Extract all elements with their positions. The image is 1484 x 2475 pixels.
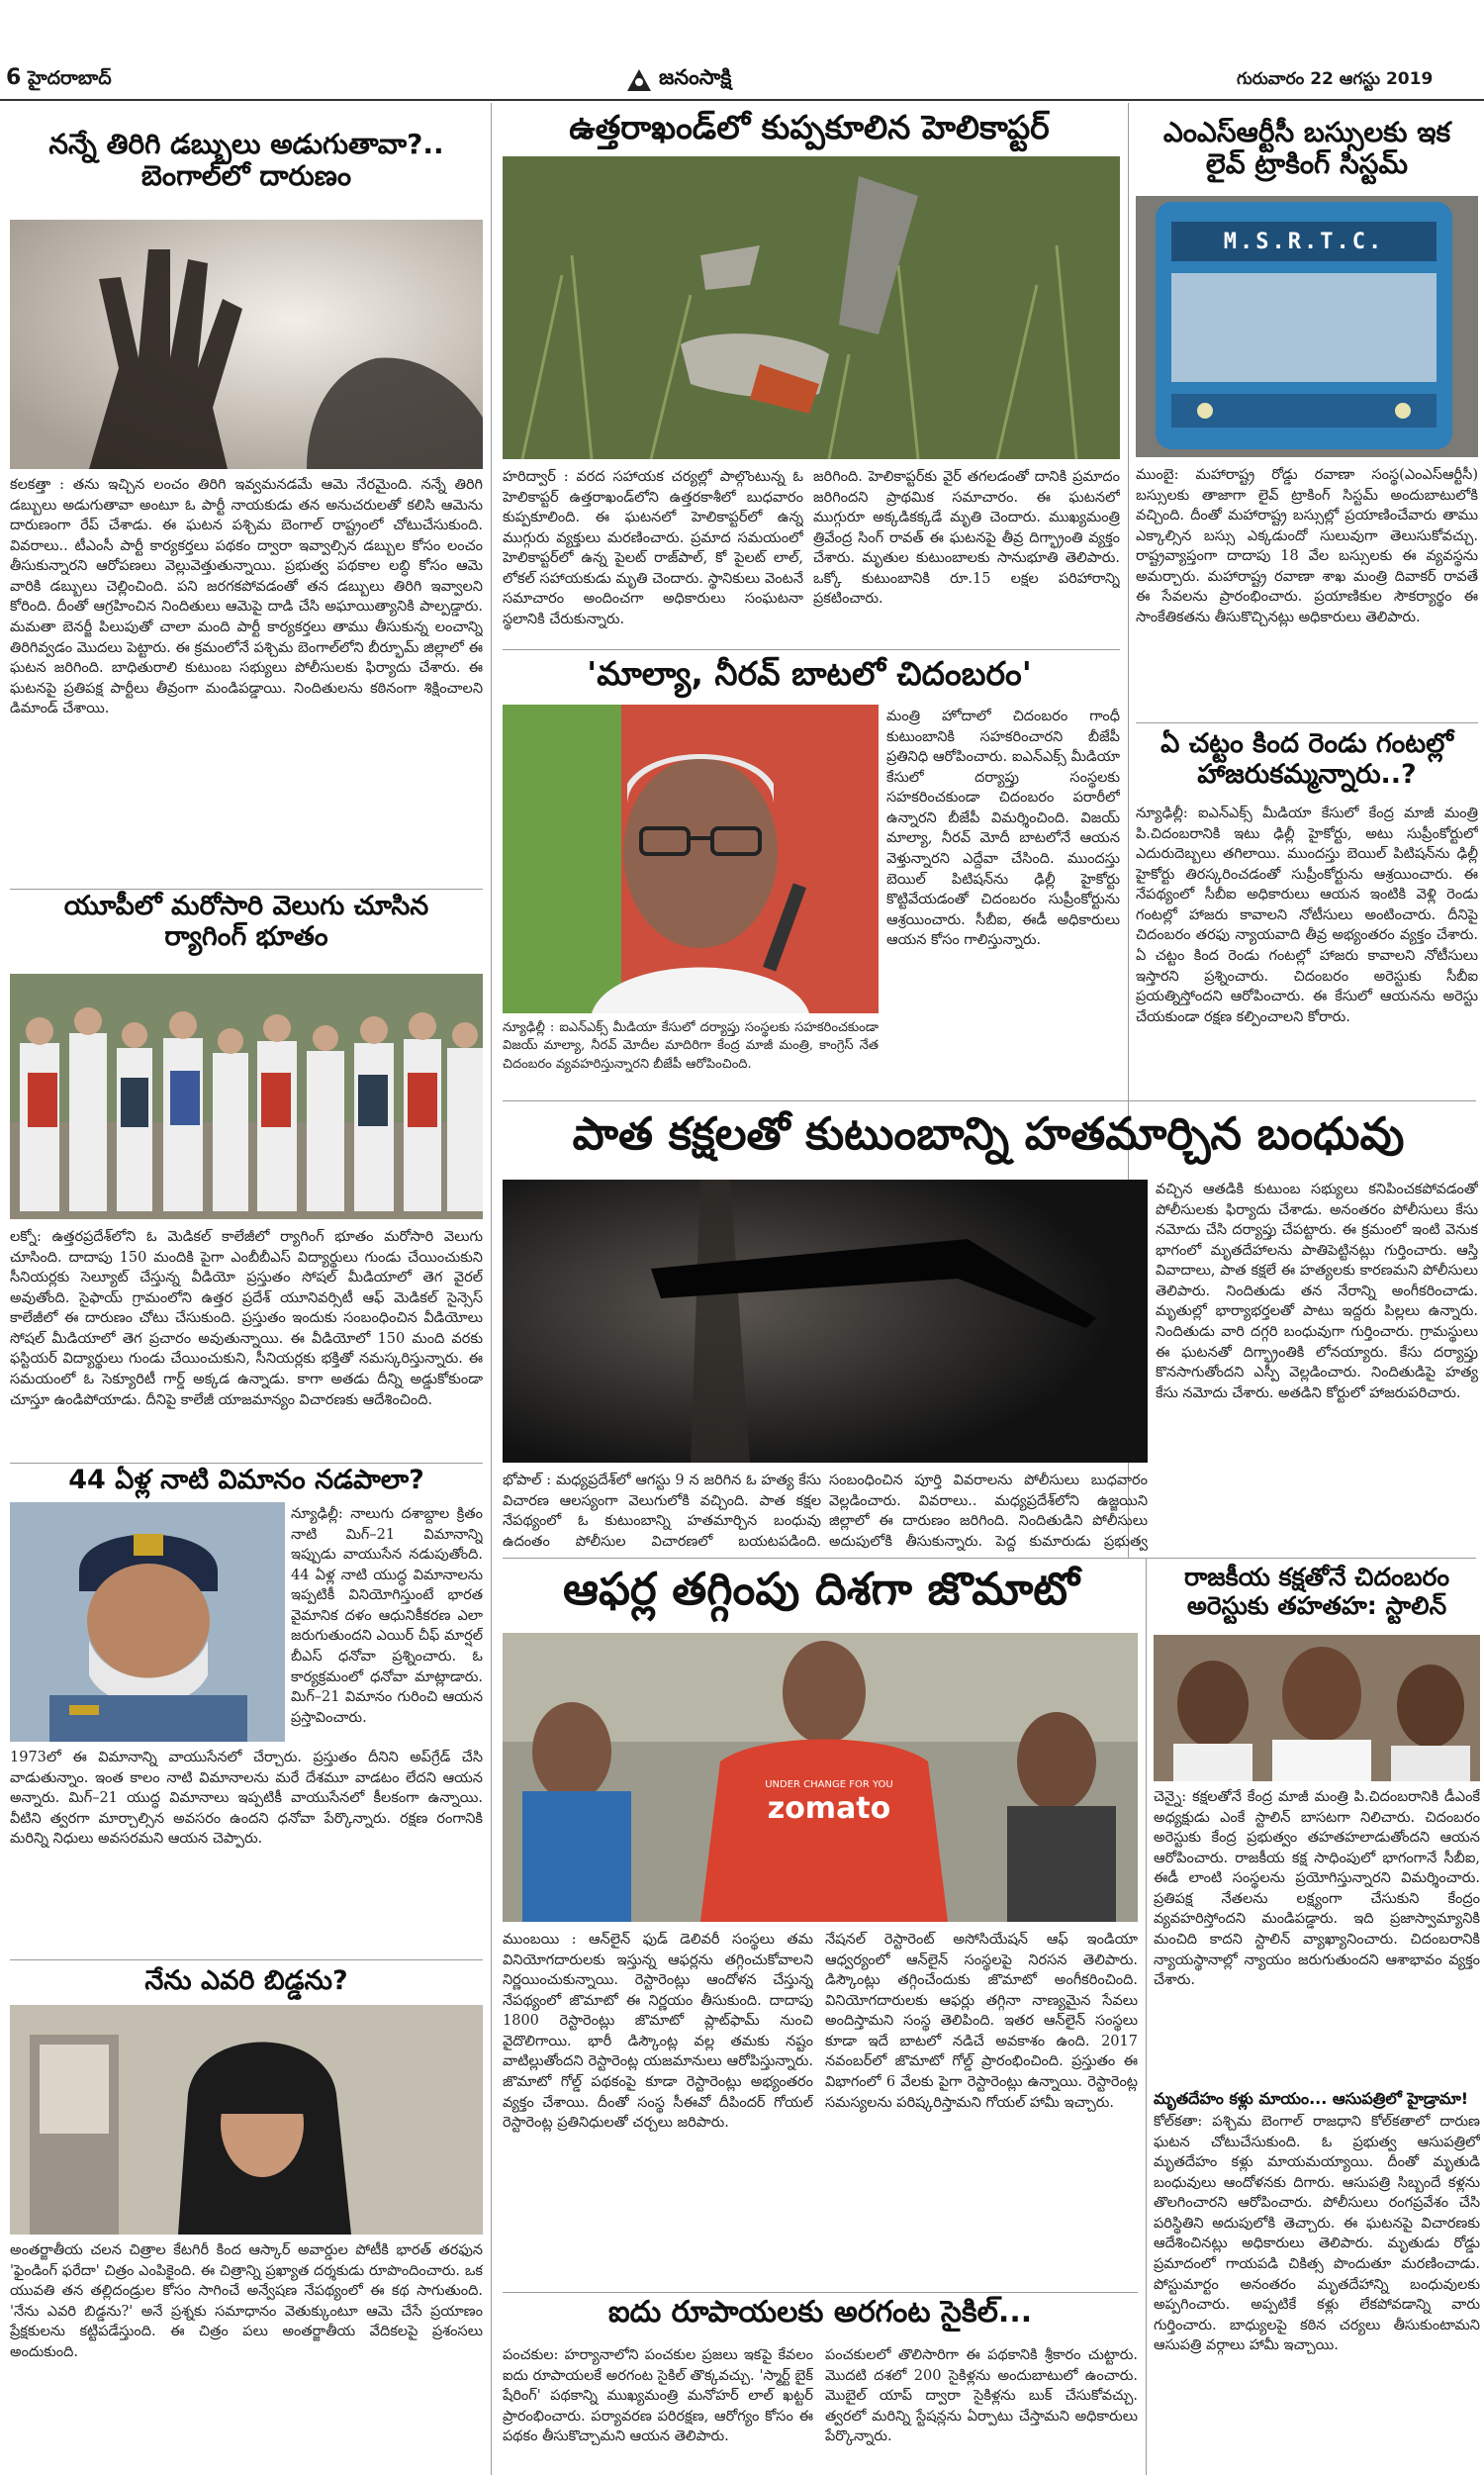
headline-msrtc-line2: లైవ్‌ ట్రాకింగ్‌ సిస్టమ్‌ [1205,147,1409,181]
story-divider [10,1959,483,1960]
photo-film-still [10,2005,483,2235]
logo-mark-icon [625,67,653,93]
story-cycle-body-right: పంచకులలో తొలిసారిగా ఈ పథకానికి శ్రీకారం చుట్టారు. మొదటి దశలో 200 సైకిళ్లను అందుబాటులో ఉంచారు. మొబైల్‌ యాప్‌ ద్వారా సైకిళ్లను బుక్‌ చేసుకోవచ్చు. త్వరలో మరిన్ని స్టేషన్లను ఏర్పాటు చేస్తామని అధికారులు పేర్కొన్నారు. [825,2347,1138,2445]
issue-date: గురువారం 22 ఆగస్టు 2019 [1237,69,1434,89]
story-divider [503,2292,1138,2293]
story-zomato-body-left: ముంబయి : ఆన్‌లైన్‌ ఫుడ్‌ డెలివరీ సంస్థలు తమ వినియోగదారులకు ఇస్తున్న ఆఫర్లను తగ్గించుకోవాలని నిర్ణయించుకున్నాయి. రెస్టారెంట్లు ఆందోళన చేస్తున్న నేపథ్యంలో జొమాటో ఈ నిర్ణయం తీసుకుంది. దాదాపు 1800 రెస్టారెంట్లు జొమాటో ప్లాట్‌ఫామ్‌ నుంచి వైదొలిగాయి. భారీ డిస్కౌంట్ల వల్ల తమకు నష్టం వాటిల్లుతోందని రెస్టారెంట్ల యజమానులు ఆరోపిస్తున్నారు. జొమాటో గోల్డ్‌ పథకంపై కూడా రెస్టారెంట్లు అభ్యంతరం వ్యక్తం చేశాయి. దీంతో సంస్థ సీఈవో దీపిందర్‌ గోయల్‌ రెస్టారెంట్ల ప్రతినిధులతో చర్చలు జరిపారు. [503,1932,813,2132]
story-divider [1136,722,1478,723]
story-cycle-body-left: పంచకుల: హర్యానాలోని పంచకుల ప్రజలు ఇకపై కేవలం ఐదు రూపాయలకే అరగంట సైకిల్‌ తొక్కవచ్చు. 'స్మార్ట్‌ బైక్‌ షేరింగ్‌' పథకాన్ని ముఖ్యమంత్రి మనోహర్‌ లాల్‌ ఖట్టర్‌ ప్రారంభించారు. పర్యావరణ పరిరక్షణ, ఆరోగ్యం కోసం ఈ పథకం తీసుకొచ్చామని ఆయన తెలిపారు. [503,2347,813,2445]
headline-chidambaram: 'మాల్యా, నీరవ్‌ బాటలో చిదంబరం' [587,654,1032,693]
headline-helicopter: ఉత్తరాఖండ్‌లో కుప్పకూలిన హెలికాప్టర్‌ [569,108,1050,146]
photo-chidambaram-caption: న్యూఢిల్లీ : ఐఎన్‌ఎక్స్‌ మీడియా కేసులో దర్యాప్తు సంస్థలకు సహకరించకుండా విజయ్‌ మాల్యా, నీరవ్‌ మోదీల మాదిరిగా కేంద్ర మాజీ మంత్రి, కాంగ్రెస్‌ నేత చిదంబరం వ్యవహరిస్తున్నారని బీజేపీ ఆరోపించింది. [503,1020,879,1072]
headline-stalin [1154,1564,1480,1621]
bus-destination-sign: M.S.R.T.C. [1223,230,1385,254]
story-ragging-body: లక్నో: ఉత్తరప్రదేశ్‌లోని ఓ మెడికల్‌ కాలేజీలో ర్యాగింగ్‌ భూతం మరోసారి వెలుగు చూసింది. దాదాపు 150 మందికి పైగా ఎంబీబీఎస్‌ విద్యార్థులు గుండు చేయించుకుని సీనియర్లకు సెల్యూట్‌ చేస్తున్న వీడియో ప్రస్తుతం సోషల్‌ మీడియాలో తెగ వైరల్‌ అవుతోంది. సైఫాయ్‌ గ్రామంలోని ఉత్తర ప్రదేశ్‌ యూనివర్సిటీ ఆఫ్‌ మెడికల్‌ సైన్సెస్‌ కాలేజీలో ఈ దారుణం చోటు చేసుకుంది. ప్రస్తుతం ఇందుకు సంబంధించిన వీడియోలు సోషల్‌ మీడియాలో తెగ ప్రచారం అవుతున్నాయి. ఈ వీడియోలో 150 మంది వరకు ఫస్టియర్‌ విద్యార్థులు గుండు చేయించుకుని, సీనియర్లకు భక్తితో నమస్కరిస్తున్నారు. ఈ సమయంలో ఓ సెక్యూరిటీ గార్డ్‌ అక్కడ ఉన్నాడు. కాగా అతడు దీన్ని అడ్డుకోకుండా చూస్తూ ఉండిపోయాడు. దీనిపై కాలేజీ యాజమాన్యం విచారణకు ఆదేశించింది. [10,1229,483,1408]
story-whose-child-body: అంతర్జాతీయ చలన చిత్రాల కేటగిరీ కింద ఆస్కార్‌ అవార్డుల పోటీకి భారత్‌ తరఫున 'ఫైండింగ్‌ ఫరేదా' చిత్రం ఎంపికైంది. ఈ చిత్రాన్ని ప్రఖ్యాత దర్శకుడు రూపొందించారు. ఒక యువతి తన తల్లిదండ్రుల కోసం సాగించే అన్వేషణ నేపథ్యంలో ఈ కథ సాగుతుంది. 'నేను ఎవరి బిడ్డను?' అనే ప్రశ్నకు సమాధానం వెతుక్కుంటూ ఆమె చేసే ప్రయాణం ప్రేక్షకులను కట్టిపడేస్తుంది. ఈ చిత్రం పలు అంతర్జాతీయ వేదికలపై ప్రశంసలు అందుకుంది. [10,2242,483,2360]
headline-cycle: ఐదు రూపాయలకు అరగంట సైకిల్‌... [607,2295,1033,2330]
edition-label: హైదరాబాద్ [28,67,112,89]
story-zomato-body-right: నేషనల్‌ రెస్టారెంట్‌ అసోసియేషన్‌ ఆఫ్‌ ఇండియా ఆధ్వర్యంలో ఆన్‌లైన్‌ సంస్థలపై నిరసన తెలిపారు. డిస్కౌంట్లు తగ్గించేందుకు జొమాటో అంగీకరించింది. వినియోగదారులకు ఆఫర్లు తగ్గినా నాణ్యమైన సేవలు అందిస్తామని సంస్థ తెలిపింది. ఇతర ఆన్‌లైన్‌ సంస్థలు కూడా ఇదే బాటలో నడిచే అవకాశం ఉంది. 2017 నవంబర్‌లో జొమాటో గోల్డ్‌ ప్రారంభించింది. ప్రస్తుతం ఈ విభాగంలో 6 వేలకు పైగా రెస్టారెంట్లు ఉన్నాయి. రెస్టారెంట్ల సమస్యలను పరిష్కరిస్తామని గోయల్‌ హామీ ఇచ్చారు. [825,1932,1138,2111]
story-mig21-body-bottom: 1973లో ఈ విమానాన్ని వాయుసేనలో చేర్చారు. ప్రస్తుతం దీనిని అప్‌గ్రేడ్‌ చేసి వాడుతున్నాం. ఇంత కాలం నాటి విమానాలను మరే దేశమూ వాడటం లేదని ఆయన అన్నారు. మిగ్‌–21 యుద్ధ విమానాలు ఇప్పటికీ వాయుసేనలో కీలకంగా ఉన్నాయి. వీటిని త్వరగా మార్చాల్సిన అవసరం ఉందని ధనోవా పేర్కొన్నారు. రక్షణ రంగానికి మరిన్ని నిధులు అవసరమని ఆయన చెప్పారు. [10,1750,483,1848]
headline-ragging [10,891,483,952]
photo-chidambaram [503,705,879,1013]
story-divider [503,1100,1476,1101]
story-two-hours-body: న్యూఢిల్లీ: ఐఎన్‌ఎక్స్‌ మీడియా కేసులో కేంద్ర మాజీ మంత్రి పి.చిదంబరానికి ఇటు ఢిల్లీ హైకోర్టు, అటు సుప్రీంకోర్టులో ఎదురుదెబ్బలు తగిలాయి. ముందస్తు బెయిల్‌ పిటిషన్‌ను ఢిల్లీ హైకోర్టు తిరస్కరించడంతో సుప్రీంకోర్టును ఆశ్రయించారు. ఈ నేపథ్యంలో సీబీఐ అధికారులు ఆయన ఇంటికి వెళ్లి రెండు గంటల్లో హాజరు కావాలని నోటీసులు అంటించారు. దీనిపై చిదంబరం తరఫు న్యాయవాది తీవ్ర అభ్యంతరం వ్యక్తం చేశారు. ఏ చట్టం కింద రెండు గంటల్లో హాజరు కావాలని నోటీసులు ఇస్తారని ప్రశ్నించారు. చిదంబరం అరెస్టుకు సీబీఐ ప్రయత్నిస్తోందని ఆరోపించారు. ఈ కేసులో ఆయనను అరెస్టు చేయకుండా రక్షణ కల్పించాలని కోరారు. [1136,806,1478,1025]
headline-two-hours-line1: ఏ చట్టం కింద రెండు గంటల్లో [1160,728,1453,759]
story-murder-side: వచ్చిన ఆతడికి కుటుంబ సభ్యులు కనిపించకపోవడంతో పోలీసులకు ఫిర్యాదు చేశాడు. అనంతరం పోలీసులు కేసు నమోదు చేసి దర్యాప్తు చేపట్టారు. ఈ క్రమంలో ఇంటి వెనుక భాగంలో మృతదేహాలను పాతిపెట్టినట్లు గుర్తించారు. ఆస్తి వివాదాలు, పాత కక్షలే ఈ హత్యలకు కారణమని పోలీసులు తెలిపారు. నిందితుడు తన నేరాన్ని అంగీకరించాడు. మృతుల్లో భార్యాభర్తలతో పాటు ఇద్దరు పిల్లలు ఉన్నారు. నిందితుడు వారి దగ్గరి బంధువుగా గుర్తించారు. గ్రామస్థులు ఈ ఘటనతో దిగ్భ్రాంతికి లోనయ్యారు. కేసు దర్యాప్తు కొనసాగుతోందని ఎస్పీ వెల్లడించారు. నిందితుడిపై హత్య కేసు నమోదు చేశారు. అతడిని కోర్టులో హాజరుపరిచారు. [1156,1182,1478,1401]
story-bengal-body: కలకత్తా : తను ఇచ్చిన లంచం తిరిగి ఇవ్వమనడమే ఆమె నేరమైంది. నన్నే తిరిగి డబ్బులు అడుగుతావా అంటూ ఓ పార్టీ నాయకుడు తన అనుచరులతో కలిసి ఆమెను దారుణంగా రేప్‌ చేశాడు. ఈ ఘటన పశ్చిమ బెంగాల్‌ రాష్ట్రంలో చోటుచేసుకుంది. వివరాలు.. టీఎంసీ పార్టీ కార్యకర్తలు పథకం ద్వారా ఇవ్వాల్సిన డబ్బుల కోసం లంచం తీసుకున్నారని ఆరోపణలు వెల్లువెత్తుతున్నాయి. ప్రభుత్వ పథకాల లబ్ధి కోసం ఆమె వారికి డబ్బులు చెల్లించింది. పని జరగకపోవడంతో తన డబ్బులు తిరిగి ఇవ్వాలని కోరింది. దీంతో ఆగ్రహించిన నిందితులు ఆమెపై దాడి చేసి అఘాయిత్యానికి పాల్పడ్డారు. మమతా బెనర్జీ పిలుపుతో చాలా మంది పార్టీ కార్యకర్తలు తాము తీసుకున్న లంచాన్ని తిరిగివ్వడం మొదలు పెట్టారు. ఈ క్రమంలోనే పశ్చిమ బెంగాల్‌లోని బీర్భూమ్‌ జిల్లాలో ఈ ఘటన జరిగింది. బాధితురాలి కుటుంబ సభ్యులు పోలీసులకు ఫిర్యాదు చేశారు. ఈ ఘటనపై ప్రతిపక్ష పార్టీలు తీవ్రంగా మండిపడ్డాయి. నిందితులను కఠినంగా శిక్షించాలని డిమాండ్‌ చేశాయి. [10,477,483,717]
story-helicopter-body-a: హరిద్వార్‌ : వరద సహాయక చర్యల్లో పాల్గొంటున్న ఓ హెలికాప్టర్‌ ఉత్తరాఖండ్‌లోని ఉత్తరకాశీలో బుధవారం కుప్పకూలింది. ఈ ఘటనలో హెలికాప్టర్‌లో ఉన్న ముగ్గురు వ్యక్తులు మరణించారు. ప్రమాద సమయంలో హెలికాప్టర్‌లో ఉన్న పైలట్‌ రాజ్‌పాల్‌, కో పైలట్‌ లాల్‌, లోకల్‌ సహాయకుడు మృతి చెందారు. స్థానికులు వెంటనే సమాచారం అందించగా అధికారులు సంఘటనా స్థలానికి చేరుకున్నారు. [503,469,803,628]
photo-ragging-students [10,974,483,1219]
zomato-image [503,1633,1138,1922]
headline-eyes-missing: మృతదేహం కళ్లు మాయం... ఆసుపత్రిలో హైడ్రామా! [1154,2089,1469,2108]
story-divider [503,1558,1476,1559]
photo-zomato-delivery [503,1633,1138,1922]
headline-ragging-line2: ర్యాగింగ్‌ భూతం [164,921,328,953]
page-number: 6 [6,65,22,90]
photo-air-chief [10,1502,285,1742]
headline-stalin-line1: రాజకీయ కక్షతోనే చిదంబరం [1183,1563,1450,1591]
headline-ragging-line1: యూపీలో మరోసారి వెలుగు చూసిన [63,891,429,921]
film-still-image [10,2005,483,2235]
headline-msrtc-line1: ఎంఎస్‌ఆర్టీసీ బస్సులకు ఇక [1162,116,1451,148]
zomato-tshirt-brand: zomato [767,1791,891,1826]
story-murder-body-left: భోపాల్‌ : మధ్యప్రదేశ్‌లో ఆగస్టు 9 న జరిగిన ఓ హత్య కేసు విచారణ ఆలస్యంగా వెలుగులోకి వచ్చింది. పాత కక్షల నేపథ్యంలో ఓ కుటుంబాన్ని హతమార్చిన బంధువు ఉదంతం పోలీసుల విచారణలో బయటపడింది. [503,1473,821,1550]
masthead-rule [0,99,1484,101]
chidambaram-image [503,705,879,1013]
headline-two-hours [1136,728,1478,790]
photo-helicopter-wreck [503,156,1120,459]
hand-shadow-image [10,220,483,469]
headline-family-murder: పాత కక్షలతో కుటుంబాన్ని హతమార్చిన బంధువు [572,1107,1405,1160]
story-chidambaram-body: మంత్రి హోదాలో చిదంబరం గాంధీ కుటుంబానికి సహకరించారని బీజేపీ ప్రతినిధి ఆరోపించారు. ఐఎన్‌ఎక్స్‌ మీడియా కేసులో దర్యాప్తు సంస్థలకు సహకరించకుండా చిదంబరం పరారీలో ఉన్నారని బీజేపీ విమర్శించింది. విజయ్‌ మాల్యా, నీరవ్‌ మోదీ బాటలోనే ఆయన వెళ్తున్నారని ఎద్దేవా చేసింది. ముందస్తు బెయిల్‌ పిటిషన్‌ను ఢిల్లీ హైకోర్టు కొట్టివేయడంతో చిదంబరం సుప్రీంకోర్టును ఆశ్రయించారు. సీబీఐ, ఈడీ అధికారులు ఆయన కోసం గాలిస్తున్నారు. [886,709,1120,949]
photo-stalin [1154,1635,1480,1781]
knife-image [503,1180,1148,1463]
column-rule-left [491,103,492,2475]
photo-knife [503,1180,1148,1463]
students-image [10,974,483,1219]
headline-stalin-line2: అరెస్టుకు తహతహ: స్టాలిన్‌ [1186,1590,1447,1620]
story-stalin-body: చెన్నై: కక్షలతోనే కేంద్ర మాజీ మంత్రి పి.చిదంబరానికి డీఎంకే అధ్యక్షుడు ఎంకే స్టాలిన్‌ బాసటగా నిలిచారు. చిదంబరం అరెస్టుకు కేంద్ర ప్రభుత్వం తహతహలాడుతోందని ఆయన ఆరోపించారు. రాజకీయ కక్ష సాధింపులో భాగంగానే సీబీఐ, ఈడీ లాంటి సంస్థలను ప్రయోగిస్తున్నారని విమర్శించారు. ప్రతిపక్ష నేతలను లక్ష్యంగా చేసుకుని కేంద్రం వ్యవహరిస్తోందని మండిపడ్డారు. ఇది ప్రజాస్వామ్యానికి మంచిది కాదని స్టాలిన్‌ వ్యాఖ్యానించారు. చిదంబరానికి న్యాయస్థానాల్లో న్యాయం జరుగుతుందని ఆశాభావం వ్యక్తం చేశారు. [1154,1789,1480,1989]
logo-text: జనంసాక్షి [659,65,732,89]
photo-msrtc-bus [1136,196,1478,457]
headline-msrtc [1136,117,1478,180]
story-mig21-body-top: న్యూఢిల్లీ: నాలుగు దశాబ్దాల క్రితం నాటి మిగ్‌–21 విమానాన్ని ఇప్పుడు వాయుసేన నడుపుతోంది. 44 ఏళ్ల నాటి యుద్ధ విమానాలను ఇప్పటికీ వినియోగిస్తుంటే భారత వైమానిక దళం ఆధునికీకరణ ఎలా జరుగుతుందని ఎయిర్‌ చీఫ్‌ మార్షల్‌ బీఎస్‌ ధనోవా ప్రశ్నించారు. ఓ కార్యక్రమంలో ధనోవా మాట్లాడారు. మిగ్‌–21 విమానం గురించి ఆయన ప్రస్తావించారు. [291,1506,483,1726]
photo-bengal-hand [10,220,483,469]
story-msrtc-body: ముంబై: మహారాష్ట్ర రోడ్డు రవాణా సంస్థ(ఎంఎస్‌ఆర్టీసీ) బస్సులకు తాజాగా లైవ్‌ ట్రాకింగ్‌ సిస్టమ్‌ అందుబాటులోకి వచ్చింది. దీంతో మహారాష్ట్ర బస్సుల్లో ప్రయాణించేవారు తాము ఎక్కాల్సిన బస్సు ఎక్కడుందో సులువుగా తెలుసుకోవచ్చు. రాష్ట్రవ్యాప్తంగా దాదాపు 18 వేల బస్సులకు ఈ వ్యవస్థను అమర్చారు. మహారాష్ట్ర రవాణా శాఖ మంత్రి దివాకర్‌ రావతే ఈ సేవలను ప్రారంభించారు. ప్రయాణికుల సౌకర్యార్థం ఈ సాంకేతికతను తీసుకొచ్చినట్లు అధికారులు తెలిపారు. [1136,467,1478,626]
headline-bengal [10,129,483,192]
story-murder-body-right: సంబంధించిన పూర్తి వివరాలను పోలీసులు బుధవారం వెల్లడించారు. వివరాలు.. మధ్యప్రదేశ్‌లోని ఉజ్జయిని జిల్లాలో ఈ దారుణం జరిగింది. నిందితుడిని పోలీసులు అదుపులోకి తీసుకున్నారు. పెద్ద కుమారుడు ప్రభుత్వ [829,1473,1148,1550]
headline-two-hours-line2: హాజరుకమ్మన్నారు..? [1197,759,1417,791]
stalin-image [1154,1635,1480,1781]
story-helicopter-body-b: జరిగింది. హెలికాప్టర్‌కు వైర్‌ తగలడంతో దానికి ప్రమాదం జరిగిందని ప్రాథమిక సమాచారం. ఈ ఘటనలో ముగ్గురూ అక్కడికక్కడే మృతి చెందారు. ముఖ్యమంత్రి త్రివేంద్ర సింగ్‌ రావత్‌ ఈ ఘటనపై తీవ్ర దిగ్భ్రాంతి వ్యక్తం చేశారు. మృతుల కుటుంబాలకు సానుభూతి తెలిపారు. ఒక్కో కుటుంబానికి రూ.15 లక్షల పరిహారాన్ని ప్రకటించారు. [813,469,1120,608]
masthead-logo [625,63,784,97]
air-chief-image [10,1502,285,1742]
story-divider [503,649,1120,650]
zomato-tshirt-tagline: UNDER CHANGE FOR YOU [765,1779,893,1790]
story-divider [10,1463,483,1464]
headline-bengal-line1: నన్నే తిరిగి డబ్బులు అడుగుతావా?.. [48,128,444,160]
story-divider [10,889,483,890]
headline-mig21: 44 ఏళ్ల నాటి విమానం నడపాలా? [68,1465,424,1495]
wreck-image [503,156,1120,459]
headline-zomato: ఆఫర్ల తగ్గింపు దిశగా జొమాటో [563,1563,1079,1615]
headline-bengal-line2: బెంగాల్‌లో దారుణం [140,159,352,193]
column-rule-lower-right [1146,1558,1147,2475]
story-eyes-missing-body: కోల్‌కతా: పశ్చిమ బెంగాల్‌ రాజధాని కోల్‌కతాలో దారుణ ఘటన చోటుచేసుకుంది. ఓ ప్రభుత్వ ఆసుపత్రిలో మృతదేహం కళ్లు మాయమయ్యాయి. దీంతో మృతుడి బంధువులు ఆందోళనకు దిగారు. ఆసుపత్రి సిబ్బందే కళ్లను తొలగించారని ఆరోపించారు. పోలీసులు రంగప్రవేశం చేసి పరిస్థితిని అదుపులోకి తెచ్చారు. ఈ ఘటనపై విచారణకు ఆదేశించినట్లు అధికారులు తెలిపారు. మృతుడు రోడ్డు ప్రమాదంలో గాయపడి చికిత్స పొందుతూ మరణించాడు. పోస్టుమార్టం అనంతరం మృతదేహాన్ని బంధువులకు అప్పగించారు. అప్పటికే కళ్లు లేకపోవడాన్ని వారు గుర్తించారు. బాధ్యులపై కఠిన చర్యలు తీసుకుంటామని ఆసుపత్రి వర్గాలు హామీ ఇచ్చాయి. [1154,2114,1480,2354]
headline-whose-child: నేను ఎవరి బిడ్డను? [144,1965,348,1996]
